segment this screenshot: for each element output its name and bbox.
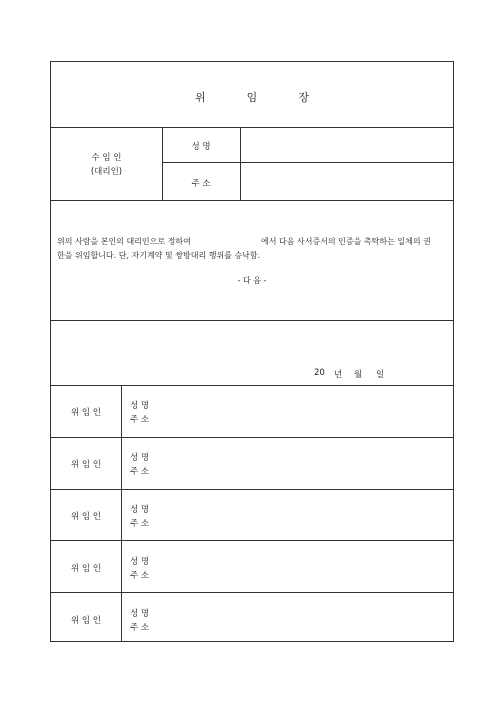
principal-label: 위 임 인 (70, 564, 102, 574)
principal-address-label: 주 소 (130, 467, 150, 477)
mandate-text-line2: 한을 위임합니다. 단, 자기계약 및 쌍방대리 행위를 승낙함. (57, 251, 261, 260)
date-month-unit: 월 (354, 370, 363, 380)
principal-label: 위 임 인 (70, 512, 102, 522)
principal-name-label: 성 명 (130, 505, 150, 515)
principal-name-label: 성 명 (130, 609, 150, 619)
principal-name-label: 성 명 (130, 557, 150, 567)
principal-address-label: 주 소 (130, 415, 150, 425)
agent-address-label: 주 소 (191, 179, 211, 189)
principal-label: 위 임 인 (70, 408, 102, 418)
principal-address-label: 주 소 (130, 623, 150, 633)
power-of-attorney-form (50, 61, 454, 642)
divider (51, 540, 453, 541)
divider (51, 320, 453, 321)
document-title (51, 89, 453, 105)
agent-label-sub: (대리인) (90, 167, 123, 177)
mandate-text-line1a: 위의 사람을 본인의 대리인으로 정하여 (57, 237, 191, 246)
title-char-1: 위 (195, 91, 206, 104)
divider (162, 127, 163, 200)
divider (51, 489, 453, 490)
divider (51, 385, 453, 386)
divider (51, 200, 453, 201)
title-char-3: 장 (298, 91, 309, 104)
principal-label: 위 임 인 (70, 616, 102, 626)
principal-name-label: 성 명 (130, 401, 150, 411)
agent-address-field[interactable] (241, 163, 454, 200)
principal-label: 위 임 인 (70, 460, 102, 470)
title-char-2: 임 (246, 91, 258, 104)
next-heading: - 다 음 - (237, 276, 267, 285)
agent-name-field[interactable] (241, 128, 454, 162)
agent-name-label: 성 명 (191, 142, 211, 152)
date-year: 20 (314, 368, 325, 378)
principal-name-label: 성 명 (130, 453, 150, 463)
divider (51, 592, 453, 593)
principal-address-label: 주 소 (130, 571, 150, 581)
divider (51, 437, 453, 438)
date-year-unit: 년 (334, 370, 343, 380)
principal-address-label: 주 소 (130, 519, 150, 529)
divider (121, 385, 122, 642)
agent-label: 수 임 인 (91, 153, 122, 163)
mandate-text-line1b: 에서 다음 사서증서의 인증을 촉탁하는 일체의 권 (261, 237, 431, 246)
date-day-unit: 일 (376, 370, 385, 380)
